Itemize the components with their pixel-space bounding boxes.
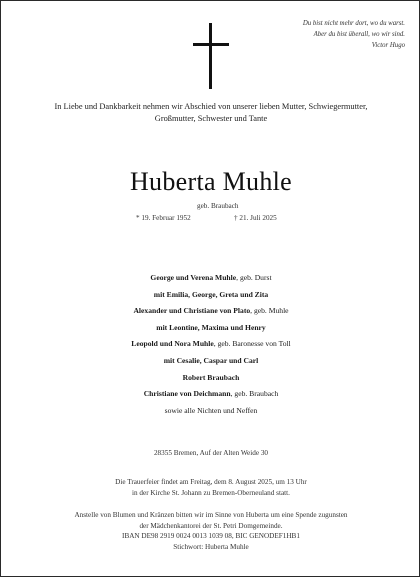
- maiden-name: geb. Braubach: [197, 202, 239, 210]
- donation-line: Anstelle von Blumen und Kränzen bitten wir im Sinne von Huberta um eine Spende zugunsten: [74, 511, 348, 519]
- cross-icon: [187, 23, 235, 89]
- donation-keyword: Stichwort: Huberta Muhle: [173, 542, 249, 551]
- donation-line: der Mädchenkantorei der St. Petri Domgemeinde.: [139, 521, 283, 530]
- mourner-row: mit Cesalie, Caspar und Carl: [163, 355, 259, 365]
- intro-line: Großmutter, Schwester und Tante: [154, 114, 268, 123]
- mourner-row: mit Leontine, Maxima und Henry: [156, 322, 266, 332]
- quote-author: Victor Hugo: [371, 42, 405, 49]
- deceased-name: Huberta Muhle: [129, 167, 293, 196]
- mourner-row: Robert Braubach: [182, 372, 240, 382]
- mourners-list: [41, 270, 381, 419]
- mourner-row: sowie alle Nichten und Neffen: [164, 405, 258, 415]
- family-address: 28355 Bremen, Auf der Alten Weide 30: [153, 449, 269, 457]
- mourner-row: Christiane von Deichmann, geb. Braubach: [143, 389, 279, 399]
- quote-line: Aber du bist überall, wo wir sind.: [313, 31, 405, 38]
- mourner-row: Leopold und Nora Muhle, geb. Baronesse von Toll: [131, 339, 291, 349]
- mourner-row: George und Verena Muhle, geb. Durst: [150, 273, 272, 282]
- death-date: † 21. Juli 2025: [234, 214, 277, 222]
- mourner-row: mit Emilia, George, Greta und Zita: [153, 289, 269, 299]
- mourner-row: Alexander und Christiane von Plato, geb. Muhle: [133, 306, 289, 316]
- intro-text: [25, 101, 397, 125]
- bank-details: IBAN DE98 2919 0024 0013 1039 08, BIC GENODEF1HB1: [122, 532, 300, 540]
- birth-date: * 19. Februar 1952: [136, 214, 191, 222]
- memorial-quote: [215, 18, 405, 51]
- funeral-line: Die Trauerfeier findet am Freitag, dem 8. August 2025, um 13 Uhr: [115, 478, 307, 486]
- quote-line: Du bist nicht mehr dort, wo du warst.: [302, 20, 405, 27]
- donation-info: [25, 510, 397, 552]
- intro-line: In Liebe und Dankbarkeit nehmen wir Abschied von unserer lieben Mutter, Schwiegermutter,: [54, 102, 368, 111]
- funeral-line: in der Kirche St. Johann zu Bremen-Oberneuland statt.: [132, 488, 290, 497]
- funeral-info: [31, 477, 391, 498]
